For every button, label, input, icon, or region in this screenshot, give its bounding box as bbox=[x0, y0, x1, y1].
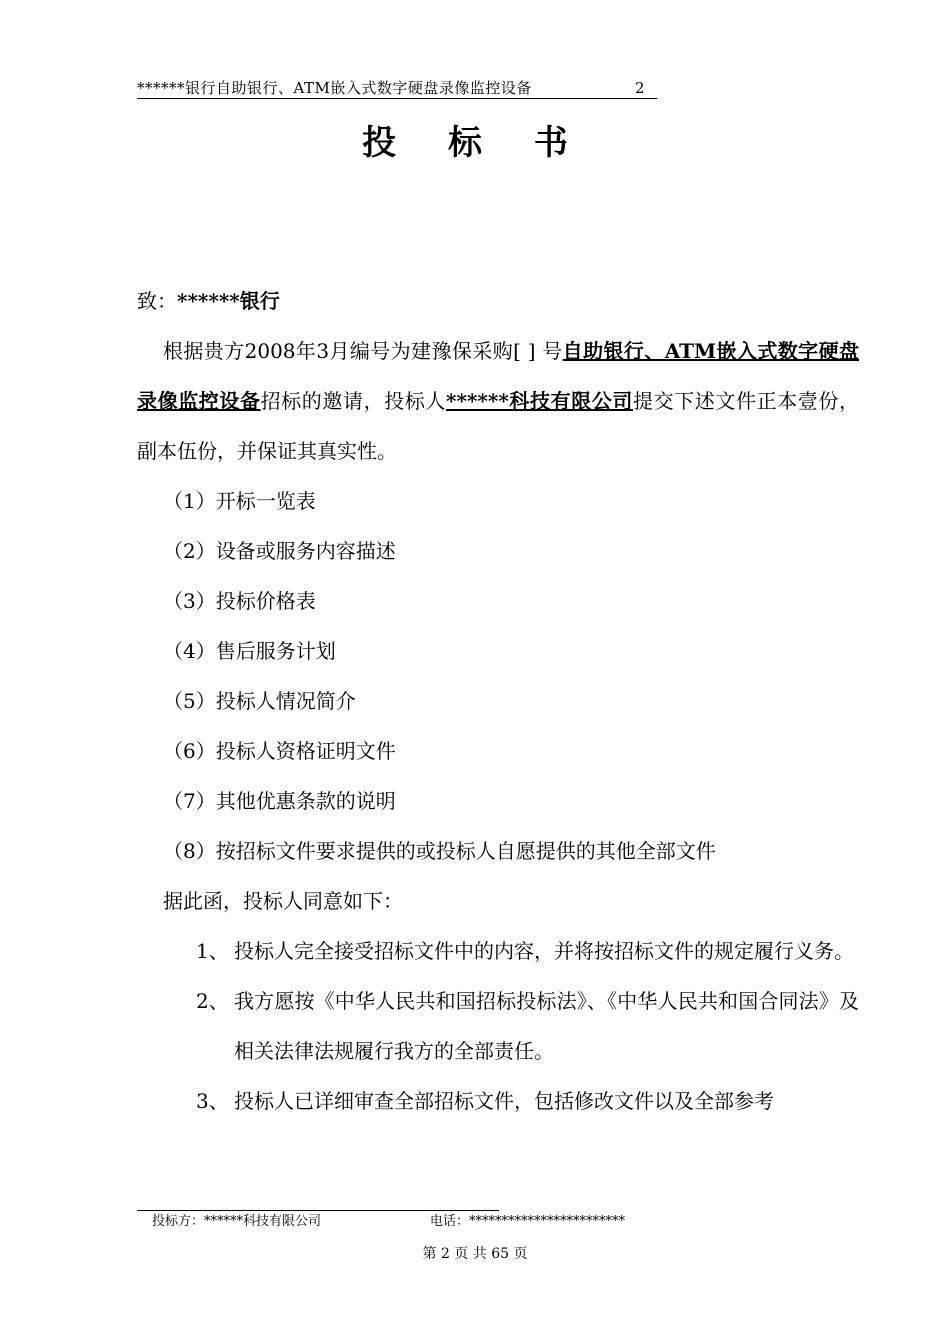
term-item bbox=[196, 926, 859, 976]
footer-phone: 电话：************************ bbox=[430, 1214, 626, 1229]
agreement-intro: 据此函，投标人同意如下： bbox=[163, 889, 403, 913]
term-text: 投标人已详细审查全部招标文件，包括修改文件以及全部参考 bbox=[234, 1089, 774, 1113]
page-header bbox=[137, 78, 657, 99]
term-number: 1、 bbox=[196, 939, 229, 963]
term-number: 2、 bbox=[196, 989, 229, 1013]
list-item: （2）设备或服务内容描述 bbox=[163, 539, 396, 563]
page-number: 第 2 页 共 65 页 bbox=[422, 1246, 528, 1262]
addressee-line bbox=[137, 276, 859, 326]
addressee-bank: ******银行 bbox=[177, 289, 280, 313]
intro-paragraph bbox=[137, 326, 859, 476]
term-text: 投标人完全接受招标文件中的内容，并将按招标文件的规定履行义务。 bbox=[234, 939, 854, 963]
list-item: （4）售后服务计划 bbox=[163, 639, 336, 663]
list-item: （3）投标价格表 bbox=[163, 589, 316, 613]
list-item: （1）开标一览表 bbox=[163, 489, 316, 513]
list-item: （5）投标人情况简介 bbox=[163, 689, 356, 713]
list-item: （7）其他优惠条款的说明 bbox=[163, 789, 396, 813]
term-number: 3、 bbox=[196, 1089, 229, 1113]
list-item: （8）按招标文件要求提供的或投标人自愿提供的其他全部文件 bbox=[163, 839, 716, 863]
bidder-company: ******科技有限公司 bbox=[446, 389, 633, 413]
project-name: 自助银行、ATM嵌入式数字硬盘录像监控设备 bbox=[137, 339, 859, 413]
term-text: 我方愿按《中华人民共和国招标投标法》、《中华人民共和国合同法》及相关法律法规履行我方的全部责任。 bbox=[234, 989, 859, 1063]
addressee-prefix: 致： bbox=[137, 289, 177, 313]
footer-bidder: 投标方：******科技有限公司 bbox=[152, 1214, 322, 1229]
header-title: ******银行自助银行、ATM嵌入式数字硬盘录像监控设备 bbox=[137, 79, 532, 97]
header-page-number: 2 bbox=[635, 79, 646, 97]
footer-divider bbox=[137, 1210, 499, 1211]
intro-part3: 提交下述文件正本壹份，副本伍份，并保证其真实性。 bbox=[137, 389, 860, 463]
list-item: （6）投标人资格证明文件 bbox=[163, 739, 396, 763]
term-item bbox=[196, 976, 859, 1076]
intro-part2: 招标的邀请，投标人 bbox=[260, 389, 447, 413]
term-item bbox=[196, 1076, 859, 1126]
document-title: 投 标 书 bbox=[362, 123, 588, 163]
page-footer bbox=[152, 1212, 626, 1232]
terms-list bbox=[196, 926, 859, 1126]
document-list bbox=[163, 476, 716, 876]
intro-part1: 根据贵方2008年3月编号为建豫保采购[ ] 号 bbox=[163, 339, 563, 363]
